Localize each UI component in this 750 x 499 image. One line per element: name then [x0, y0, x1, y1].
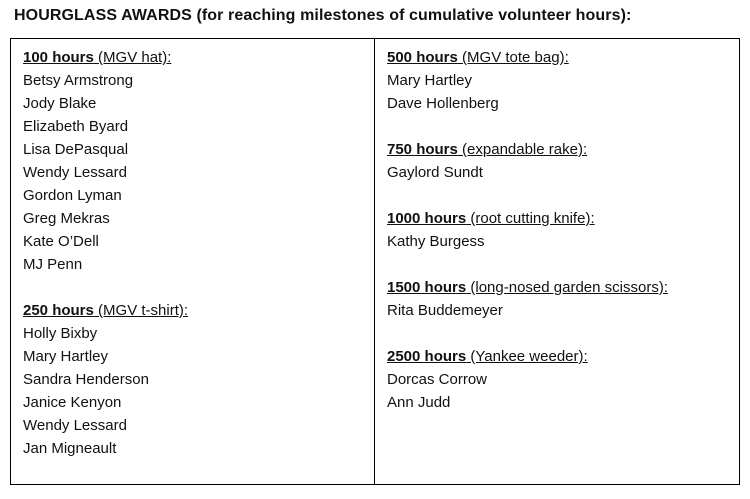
page-title: HOURGLASS AWARDS (for reaching milestones of cumulative volunteer hours): [14, 7, 632, 24]
volunteer-name: Lisa DePasqual [23, 141, 129, 158]
award-heading [387, 46, 729, 69]
volunteer-name: Jan Migneault [23, 440, 117, 457]
volunteer-name: Sandra Henderson [23, 371, 149, 388]
award-heading [387, 207, 729, 230]
volunteer-name: Jody Blake [23, 95, 97, 112]
award-hours: 100 hours [23, 49, 94, 66]
award-detail: (expandable rake): [457, 141, 588, 158]
volunteer-name: Wendy Lessard [23, 417, 127, 434]
award-detail: (MGV t-shirt): [93, 302, 189, 319]
award-detail: (root cutting knife): [466, 210, 595, 227]
volunteer-name: Gaylord Sundt [387, 164, 483, 181]
award-group [23, 46, 364, 276]
award-hours: 2500 hours [387, 348, 467, 365]
award-group [387, 207, 729, 253]
volunteer-name: Kathy Burgess [387, 233, 485, 250]
award-detail: (MGV hat): [93, 49, 172, 66]
award-heading [23, 299, 364, 322]
awards-table [10, 38, 740, 485]
award-hours: 250 hours [23, 302, 94, 319]
award-group [387, 276, 729, 322]
award-group [387, 345, 729, 414]
awards-column-left [11, 39, 375, 484]
volunteer-name: Elizabeth Byard [23, 118, 129, 135]
award-heading [23, 46, 364, 69]
volunteer-name: Dave Hollenberg [387, 95, 499, 112]
volunteer-name: Kate O’Dell [23, 233, 99, 250]
award-heading [387, 345, 729, 368]
award-detail: (long-nosed garden scissors): [466, 279, 668, 296]
volunteer-name: Ann Judd [387, 394, 451, 411]
volunteer-name: Janice Kenyon [23, 394, 122, 411]
awards-column-right [375, 39, 739, 484]
award-detail: (MGV tote bag): [457, 49, 569, 66]
volunteer-name: Mary Hartley [387, 72, 473, 89]
award-group [387, 138, 729, 184]
award-group [387, 46, 729, 115]
volunteer-name: Betsy Armstrong [23, 72, 134, 89]
award-heading [387, 138, 729, 161]
volunteer-name: Gordon Lyman [23, 187, 122, 204]
volunteer-name: Rita Buddemeyer [387, 302, 503, 319]
award-group [23, 299, 364, 460]
award-hours: 500 hours [387, 49, 458, 66]
volunteer-name: Holly Bixby [23, 325, 98, 342]
award-hours: 1500 hours [387, 279, 467, 296]
volunteer-name: Greg Mekras [23, 210, 110, 227]
award-hours: 1000 hours [387, 210, 467, 227]
award-heading [387, 276, 729, 299]
award-hours: 750 hours [387, 141, 458, 158]
volunteer-name: MJ Penn [23, 256, 83, 273]
volunteer-name: Mary Hartley [23, 348, 109, 365]
award-detail: (Yankee weeder): [466, 348, 588, 365]
volunteer-name: Wendy Lessard [23, 164, 127, 181]
volunteer-name: Dorcas Corrow [387, 371, 488, 388]
